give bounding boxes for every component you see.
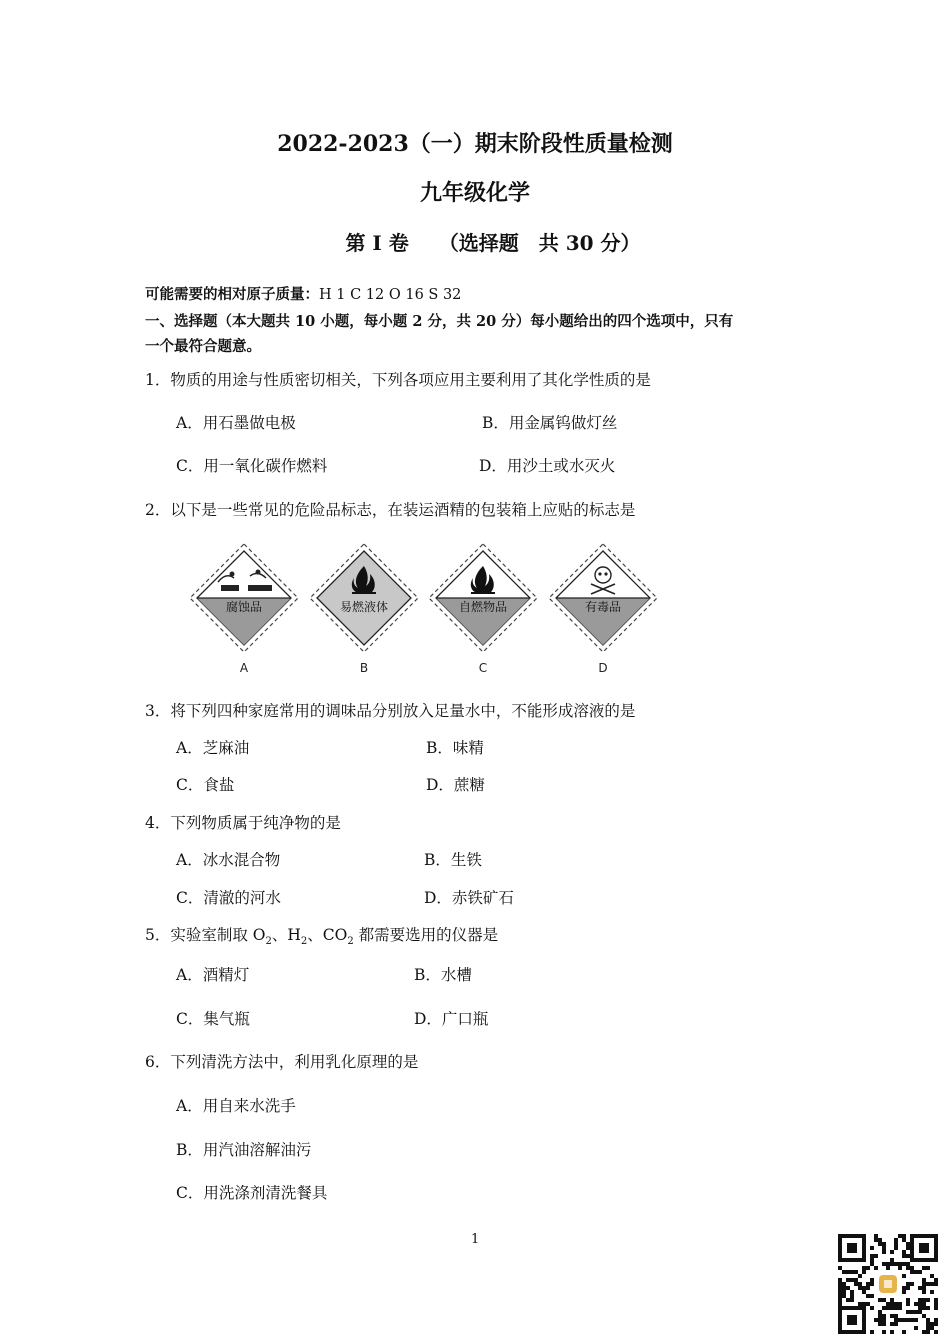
subscript-2: 2 — [300, 936, 308, 948]
question-3-option-c: C．食盐 — [176, 776, 235, 794]
question-3-option-d: D．蔗糖 — [426, 776, 485, 794]
exam-subtitle: 九年级化学 — [419, 180, 530, 206]
question-6-option-c: C．用洗涤剂清洗餐具 — [176, 1184, 328, 1202]
question-1-stem: 1．物质的用途与性质密切相关，下列各项应用主要利用了其化学性质的是 — [145, 371, 651, 389]
question-6-option-b: B．用汽油溶解油污 — [176, 1141, 312, 1159]
instructions-line-1: 一、选择题（本大题共 10 小题，每小题 2 分，共 20 分）每小题给出的四个选项中，只有 — [145, 313, 734, 330]
question-5-option-b: B．水槽 — [414, 966, 472, 984]
question-1-option-a: A．用石墨做电极 — [176, 414, 296, 432]
question-3-option-b: B．味精 — [426, 739, 484, 757]
question-5-stem-part: 、CO — [307, 926, 348, 944]
instructions-line-2: 一个最符合题意。 — [145, 338, 261, 355]
atomic-mass-line — [145, 283, 461, 304]
question-5-stem-part: 都需要选用的仪器是 — [353, 926, 499, 944]
exam-title: 2022-2023（一）期末阶段性质量检测 — [277, 131, 673, 157]
hazard-sign-label-c: 自燃物品 — [458, 600, 507, 614]
hazard-sign-spontaneous-combustion — [427, 542, 539, 654]
hazard-sign-letter-a: A — [239, 661, 249, 675]
hazard-sign-label-d: 有毒品 — [584, 600, 621, 614]
qr-code-icon — [838, 1234, 938, 1334]
question-3-stem: 3．将下列四种家庭常用的调味品分别放入足量水中，不能形成溶液的是 — [145, 702, 636, 720]
question-6-option-a: A．用自来水洗手 — [176, 1097, 296, 1115]
question-6-stem: 6．下列清洗方法中，利用乳化原理的是 — [145, 1053, 419, 1071]
question-1-option-b: B．用金属钨做灯丝 — [482, 414, 618, 432]
subscript-2: 2 — [347, 936, 354, 948]
hazard-sign-letter-b: B — [359, 661, 369, 675]
hazard-sign-letter-d: D — [598, 661, 608, 675]
question-3-option-a: A．芝麻油 — [176, 739, 250, 757]
hazard-sign-label-a: 腐蚀品 — [225, 600, 262, 614]
section-title: 第 I 卷 （选择题 共 30 分） — [345, 231, 641, 255]
hazard-sign-flammable-liquid — [308, 542, 420, 654]
hazard-sign-label-b: 易燃液体 — [339, 600, 388, 614]
question-5-option-a: A．酒精灯 — [176, 966, 250, 984]
question-4-option-d: D．赤铁矿石 — [424, 889, 514, 907]
hazard-sign-corrosive — [188, 542, 300, 654]
qr-code — [838, 1234, 938, 1334]
question-4-option-a: A．冰水混合物 — [176, 851, 281, 869]
subscript-2: 2 — [265, 936, 272, 948]
question-5-stem — [145, 923, 498, 947]
question-2-stem: 2．以下是一些常见的危险品标志，在装运酒精的包装箱上应贴的标志是 — [145, 501, 636, 519]
hazard-sign-letter-c: C — [478, 661, 488, 675]
question-1-option-c: C．用一氧化碳作燃料 — [176, 457, 328, 475]
question-5-option-c: C．集气瓶 — [176, 1010, 250, 1028]
atomic-mass-label: 可能需要的相对原子质量： — [145, 286, 319, 303]
question-5-stem-part: 5．实验室制取 O — [145, 926, 266, 944]
question-5-option-d: D．广口瓶 — [414, 1010, 489, 1028]
atomic-mass-values: H 1 C 12 O 16 S 32 — [319, 287, 462, 303]
question-4-option-c: C．清澈的河水 — [176, 889, 281, 907]
hazard-sign-toxic — [547, 542, 659, 654]
question-4-stem: 4．下列物质属于纯净物的是 — [145, 814, 341, 832]
question-5-stem-part: 、H — [271, 926, 301, 944]
page-number: 1 — [471, 1232, 480, 1247]
question-1-option-d: D．用沙土或水灭火 — [479, 457, 616, 475]
question-4-option-b: B．生铁 — [424, 851, 482, 869]
